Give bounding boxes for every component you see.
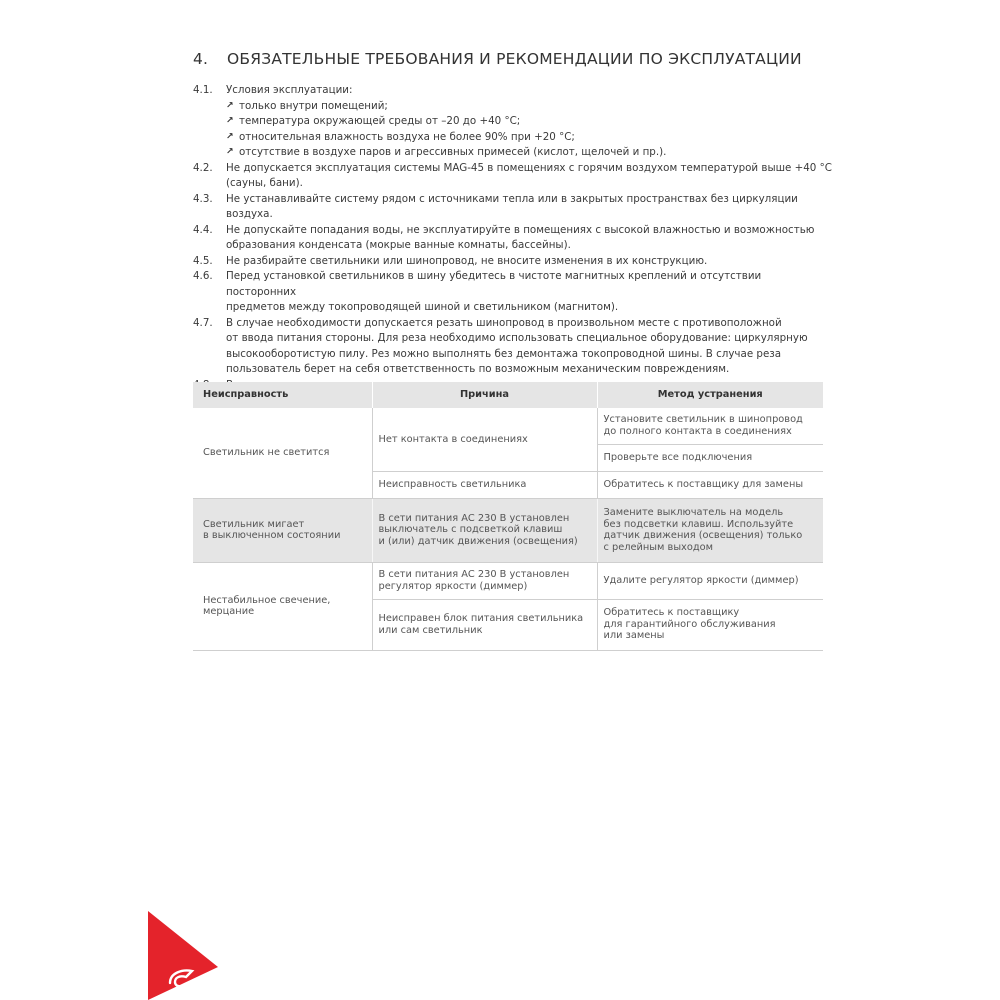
bullet-item xyxy=(226,114,833,130)
list-item xyxy=(193,192,833,223)
item-text: Не устанавливайте систему рядом с источниками тепла или в закрытых пространствах без циркуляции воздуха. xyxy=(226,192,798,220)
table-row xyxy=(193,562,823,599)
method-cell: Обратитесь к поставщику для гарантийного обслуживания или замены xyxy=(597,599,823,650)
item-text: В случае необходимости допускается резать шинопровод в произвольном месте с противоположной от ввода питания стороны. Для реза необходимо использовать специальное оборудование: циркулярную высокооборотистую пилу. Рез можно выполнять без демонтажа токопроводной шины. В случае реза пользователь берет на себя ответственность по возможным механическим повреждениям. xyxy=(226,316,808,375)
fault-cell: Светильник мигает в выключенном состоянии xyxy=(193,498,372,562)
fault-cell: Нестабильное свечение, мерцание xyxy=(193,562,372,650)
method-cell: Проверьте все подключения xyxy=(597,444,823,471)
cause-cell: В сети питания АС 230 В установлен выключатель с подсветкой клавиш и (или) датчик движения (освещения) xyxy=(372,498,597,562)
list-item xyxy=(193,254,833,270)
cause-cell: Неисправность светильника xyxy=(372,471,597,498)
table-row xyxy=(193,498,823,562)
list-item xyxy=(193,316,833,378)
item-number: 4.4. xyxy=(193,223,213,236)
item-text: Не допускайте попадания воды, не эксплуатируйте в помещениях с высокой влажностью и возможностью образования конденсата (мокрые ванные комнаты, бассейны). xyxy=(226,223,815,251)
method-cell: Удалите регулятор яркости (диммер) xyxy=(597,562,823,599)
list-item xyxy=(193,83,833,161)
item-text: Перед установкой светильников в шину убедитесь в чистоте магнитных креплений и отсутствии посторонних предметов между токопроводящей шиной и светильником (магнитом). xyxy=(226,270,762,313)
method-cell: Обратитесь к поставщику для замены xyxy=(597,471,823,498)
arrow-bullet-icon: ↗ xyxy=(226,100,234,111)
item-number: 4.7. xyxy=(193,316,213,329)
header-cause: Причина xyxy=(372,382,597,408)
bullet-text: относительная влажность воздуха не более 90% при +20 °С; xyxy=(239,130,575,143)
requirements-list xyxy=(193,83,833,393)
method-cell: Замените выключатель на модель без подсветки клавиш. Используйте датчик движения (освещения) только с релейным выходом xyxy=(597,498,823,562)
section-number: 4. xyxy=(193,50,209,68)
bullet-text: температура окружающей среды от –20 до +40 °С; xyxy=(239,115,521,127)
item-number: 4.5. xyxy=(193,254,213,267)
header-method: Метод устранения xyxy=(597,382,823,408)
brand-corner-logo-icon xyxy=(148,911,218,1000)
method-cell: Установите светильник в шинопровод до полного контакта в соединениях xyxy=(597,408,823,444)
item-number: 4.1. xyxy=(193,84,213,96)
troubleshooting-table xyxy=(193,382,823,651)
table-row xyxy=(193,408,823,444)
list-item xyxy=(193,269,833,316)
table-header-row xyxy=(193,382,823,408)
arrow-bullet-icon: ↗ xyxy=(226,147,234,157)
section-heading xyxy=(193,50,802,68)
arrow-bullet-icon: ↗ xyxy=(226,131,234,142)
section-title: ОБЯЗАТЕЛЬНЫЕ ТРЕБОВАНИЯ И РЕКОМЕНДАЦИИ ПО ЭКСПЛУАТАЦИИ xyxy=(227,50,802,68)
bullet-item xyxy=(226,145,833,161)
bullet-item xyxy=(226,130,833,146)
list-item xyxy=(193,161,833,192)
item-text: Не допускается эксплуатация системы MAG-45 в помещениях с горячим воздухом температурой выше +40 °С (сауны, бани). xyxy=(226,161,832,189)
item-number: 4.6. xyxy=(193,270,213,282)
cause-cell: Нет контакта в соединениях xyxy=(372,408,597,471)
bullet-text: только внутри помещений; xyxy=(239,99,388,112)
cause-cell: В сети питания АС 230 В установлен регулятор яркости (диммер) xyxy=(372,562,597,599)
arrow-bullet-icon: ↗ xyxy=(226,116,234,126)
list-item xyxy=(193,223,833,254)
item-text: Условия эксплуатации: xyxy=(226,84,353,96)
item-number: 4.3. xyxy=(193,192,213,205)
header-fault: Неисправность xyxy=(193,382,372,408)
bullet-item xyxy=(226,99,833,115)
item-number: 4.2. xyxy=(193,161,213,174)
fault-cell: Светильник не светится xyxy=(193,408,372,498)
item-text: Не разбирайте светильники или шинопровод, не вносите изменения в их конструкцию. xyxy=(226,254,708,267)
bullet-text: отсутствие в воздухе паров и агрессивных примесей (кислот, щелочей и пр.). xyxy=(239,146,667,158)
table-body xyxy=(193,408,823,650)
cause-cell: Неисправен блок питания светильника или сам светильник xyxy=(372,599,597,650)
